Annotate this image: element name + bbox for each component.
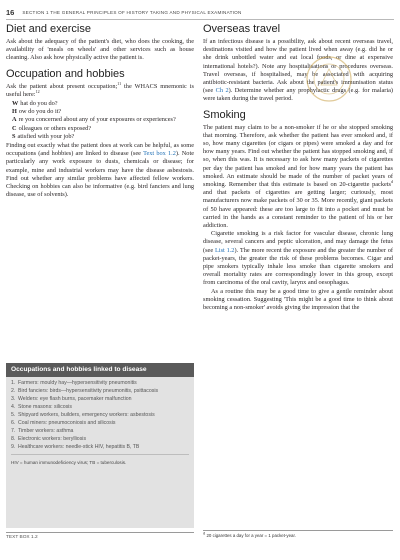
text-box-link[interactable]: Text box 1.2 [143, 150, 176, 158]
mnemonic-item: W hat do you do? [12, 100, 58, 108]
list-item: 3. Welders: eye flash burns, pacemaker malfunction [11, 395, 132, 402]
occupation-body: Finding out exactly what the patient does at work can be helpful, as some occupations (and hobbies) are linked to disease (see Text box 1.2). Note particularly any work exposure to dusts, chemicals or disease; for example, mine and industrial workers may have the disease asbestosis. Find out whether any similar problems have affected fellow workers. Checking on hobbies can also be informative (e.g. bird fanciers and lung disease, use of solvents). [6, 142, 194, 199]
diet-body: Ask about the adequacy of the patient's diet, who does the cooking, the availability of 'meals on wheels' and other services such as house cleaning. Also ask how physically active the patient is. [6, 38, 194, 62]
page-number: 16 [6, 8, 15, 17]
text-box-label: TEXT BOX 1.2 [6, 532, 194, 540]
list-item: 1. Farmers: mouldy hay—hypersensitivity pneumonitis [11, 380, 137, 386]
diet-heading: Diet and exercise [6, 23, 91, 35]
list-item: 2. Bird fanciers: birds—hypersensitivity pneumonitis, psittacosis [11, 387, 159, 394]
running-head: SECTION 1 THE GENERAL PRINCIPLES OF HISTORY TAKING AND PHYSICAL EXAMINATION [22, 10, 242, 15]
watermark-stamp [305, 55, 353, 103]
smoking-heading: Smoking [203, 108, 246, 121]
list-link[interactable]: List 1.2 [214, 246, 235, 254]
mnemonic-item: H ow do you do it? [12, 108, 62, 116]
mnemonic-item: A re you concerned about any of your exposures or experiences? [12, 116, 176, 124]
text-box-title: Occupations and hobbies linked to disease [6, 363, 194, 377]
text-box-note: HIV = human immunodeficiency virus; TB = tuberculosis. [11, 454, 189, 465]
text-box-list [6, 377, 194, 450]
left-column [6, 23, 194, 199]
smoking-paragraph-3: As a routine this may be a good time to give a gentle reminder about smoking cessation. Suggesting 'This might be a good time to think about becoming a non-smoker' avoids giving the impression that the [203, 287, 393, 312]
list-item: 5. Shipyard workers, builders, emergency workers: asbestosis [11, 411, 155, 418]
footnote: $^d$ 20 cigarettes a day for a year = 1 packet-year. [203, 530, 393, 538]
text-box-occupations [6, 363, 194, 528]
occupation-heading: Occupation and hobbies [6, 67, 125, 80]
mnemonic-item: S atisfied with your job? [12, 132, 75, 140]
chapter-link[interactable]: Ch 2 [215, 87, 229, 95]
overseas-body: If an infectious disease is a possibility, ask about recent overseas travel, destinations visited and how the patient lived when away (e.g. did he or she drink unbottled water and eat local foods, or dine at expensive international hotels?). Note any hospitalisations or procedures overseas. Travel overseas, if hospitalised, may be associated with acquiring antibiotic-resistant bacteria. Ask about the patient's immunisation status (see Ch 2). Determine whether any prophylactic drugs (e.g. for malaria) were taken during the travel period. [203, 38, 394, 103]
occupation-intro: Ask the patient about present occupation;$^{11}$ the WHACS mnemonic is useful here:$^{12}$ [6, 80, 194, 98]
list-item: 8. Electronic workers: berylliosis [11, 435, 87, 442]
list-item: 6. Coal miners: pneumoconiosis and silicosis [11, 419, 116, 426]
list-item: 7. Timber workers: asthma [11, 427, 74, 434]
list-item: 4. Stone masons: silicosis [11, 403, 72, 410]
page-header [6, 6, 394, 20]
mnemonic-item: C olleagues or others exposed? [12, 124, 92, 132]
whacs-mnemonic [12, 100, 194, 141]
smoking-paragraph-1: The patient may claim to be a non-smoker if he or she stopped smoking that morning. Therefore, ask whether the patient has ever smoked and, if so, how many cigarettes (or cigars or pipes) were smoked a day and for how many years. Find out whether the patient has stopped smoking and, if so, when this was. It is necessary to ask how many packets of cigarettes per day the patient has smoked and for how many years the patient has smoked. An estimate should be made of the number of packet years of smoking. Remember that this estimate is based on 20-cigarette packets$^d$ and that packets of cigarettes are getting larger; curiously, most manufacturers now make packets of 30 or 35. More recently, giant packets of 50 have appeared: these are too large to fit into a pocket and must be carried in the hands as a constant reminder to the patient of his or her addiction. [203, 123, 393, 230]
overseas-heading: Overseas travel [203, 23, 281, 35]
right-column [203, 23, 393, 312]
list-item: 9. Healthcare workers: needle-stick HIV, hepatitis B, TB [11, 443, 140, 450]
smoking-paragraph-2: Cigarette smoking is a risk factor for vascular disease, chronic lung disease, several cancers and peptic ulceration, and may damage the fetus (see List 1.2). The more recent the exposure and the greater the number of packet-years, the greater the risk of these problems becomes. Cigar and pipe smokers typically inhale less smoke than cigarette smokers and overall mortality rates are correspondingly lower in this group, except from carcinoma of the oral cavity, larynx and oesophagus. [203, 230, 394, 287]
